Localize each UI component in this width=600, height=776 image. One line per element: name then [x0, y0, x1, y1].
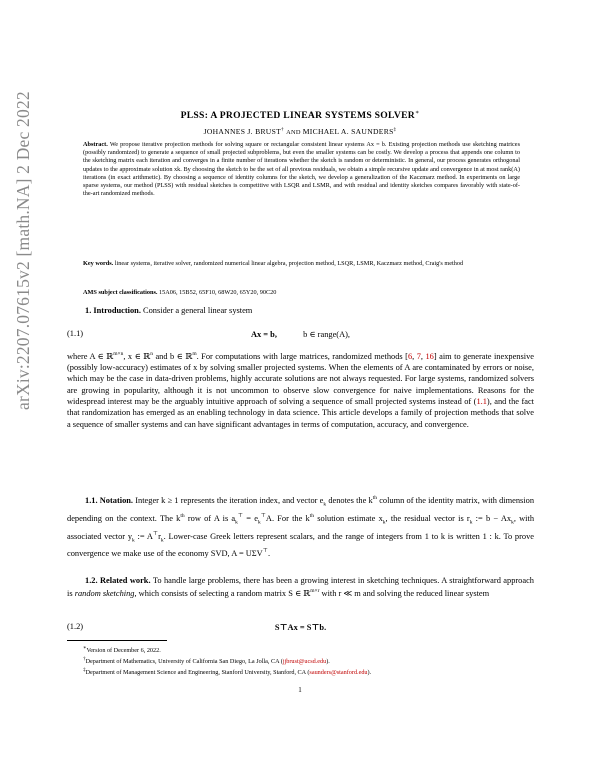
text-run: . For computations with large matrices, randomized methods [	[196, 351, 408, 361]
footnote-text: ).	[326, 658, 330, 666]
text-run: A. For the k	[265, 513, 310, 523]
text-run: denotes the k	[326, 495, 373, 505]
text-run: k	[382, 519, 386, 526]
author-line	[0, 127, 600, 136]
section-1-paragraph: where A ∈ ℝ$^{m\times n}$, x ∈ ℝ$^n$ and b ∈ ℝ$^m$. For computations with large matrices, randomized methods [6, 7, 16] aim to generate inexpensive (possibly low-accuracy) estimates of x by solving smaller projected systems. When the elements of A are contaminated by errors or noise, which may be the case in data-driven problems, highly accurate solutions are not always requested. For large systems, randomized solvers are growing in popularity, although it is not uncommon to observe slow convergence for naive implementations. Reasons for the widespread interest may be the arguably intuitive approach of solving a sequence of small projected systems instead of (1.1), and the fact that randomization has emerged as an enabling technology in data science. This article develops a family of projection methods that solve a sequence of smaller systems and can have significant advantages in terms of computation, accuracy, and convergence.	[67, 351, 534, 429]
text-run: solution estimate x	[314, 513, 383, 523]
text-run: m	[192, 351, 197, 357]
text-run: r	[158, 531, 161, 541]
text-run: m×n	[113, 351, 124, 357]
text-run: k	[235, 519, 238, 526]
text-run: , x ∈ ℝ	[123, 351, 151, 361]
text-run: row of A is a	[184, 513, 236, 523]
abstract-text: We propose iterative projection methods for solving square or rectangular consistent linear systems Ax = b. Existing projection methods use sketching matrices (possibly randomized) to generate a sequence of small projected subproblems, but even the smaller systems can be costly. We develop a process that appends one column to the sketching matrix each iteration and converges in a finite number of iterations whether the sketch is random or deterministic. In general, our process generates orthogonal updates to the approximate solution xk. By choosing the sketch to be the set of all previous residuals, we obtain a simple recursive update and convergence in at most rank(A) iterations (in exact arithmetic). By choosing a sequence of identity columns for the sketch, we develop a generalization of the Kaczmarz method. In experiments on large sparse systems, our method (PLSS) with residual sketches is competitive with LSQR and LSMR, and with residual and identity sketches compares favorably with state-of-the-art randomized methods.	[83, 141, 520, 198]
section-1-1-notation	[67, 493, 534, 559]
text-run: column of the identity matrix, with dimension depending on the context. The k	[67, 495, 535, 523]
text-run: th	[309, 512, 315, 519]
text-run: k	[323, 501, 327, 508]
text-run: where A ∈ ℝ	[67, 351, 114, 361]
equation-1-1-number: (1.1)	[67, 329, 84, 338]
citation-link[interactable]: 16	[425, 351, 434, 361]
email-link[interactable]: jjbrust@ucsd.edu	[282, 658, 327, 666]
footnote-mark: †	[83, 656, 86, 663]
title-text: PLSS: A PROJECTED LINEAR SYSTEMS SOLVER	[180, 110, 416, 122]
text-run: ), and the fact that randomization has emerged as an enabling technology in data science. This article develops a family of projection methods that solve a sequence of smaller systems and can have significant advantages in terms of computation, accuracy, and convergence.	[67, 396, 534, 429]
text-run: th	[372, 495, 377, 501]
equation-ref-link[interactable]: 1.1	[476, 396, 487, 406]
text-run: k	[132, 537, 135, 543]
section-1-1-heading: 1.1. Notation.	[85, 495, 134, 505]
footnote-mark: ∗	[83, 645, 87, 651]
arxiv-watermark: arXiv:2207.07615v2 [math.NA] 2 Dec 2022	[13, 91, 33, 410]
footnote-text: ).	[367, 669, 372, 677]
author-2: MICHAEL A. SAUNDERS	[302, 127, 394, 136]
text-run: k	[511, 519, 514, 526]
text-run: and b ∈ ℝ	[152, 351, 193, 361]
ams-classifications	[83, 289, 520, 297]
footnote-text: Version of December 6, 2022.	[86, 647, 161, 655]
footnote-rule	[67, 640, 167, 641]
text-run: m×r	[310, 588, 320, 595]
text-run: , the residual vector is r	[385, 513, 470, 523]
text-run: To handle large problems, there has been a growing interest in sketching techniques. A straightforward approach is	[67, 576, 534, 599]
text-run: ⊤	[260, 512, 266, 519]
section-1-intro	[67, 305, 534, 316]
text-run: ⊤	[152, 530, 159, 537]
text-run: with r ≪ m and solving the reduced linear system	[319, 589, 490, 599]
text-run: := b − Ax	[472, 513, 512, 523]
authors-and: AND	[286, 129, 303, 136]
footnote-3	[83, 666, 523, 677]
text-run: ⊤	[237, 512, 244, 519]
text-run: := A	[134, 531, 153, 541]
text-run: th	[180, 512, 185, 519]
text-run: ⊤	[262, 548, 268, 555]
footnote-mark: ‡	[83, 667, 86, 674]
section-1-lead: Consider a general linear system	[143, 306, 253, 315]
title-footnote-mark: ∗	[415, 110, 420, 116]
equation-1-2	[67, 622, 534, 634]
text-run: = e	[243, 513, 258, 523]
citation-link[interactable]: 6	[407, 351, 413, 361]
text-run: .	[267, 549, 271, 559]
text-run: k	[257, 519, 261, 526]
keywords-text: linear systems, iterative solver, randomized numerical linear algebra, projection method, LSQR, LSMR, Kaczmarz method, Craig's method	[114, 260, 464, 267]
text-run: Integer k ≥ 1 represents the iteration index, and vector e	[135, 495, 324, 505]
citation-link[interactable]: 7	[416, 351, 421, 361]
footnote-1	[83, 644, 523, 655]
keywords-label: Key words.	[83, 260, 114, 267]
text-run: . Lower-case Greek letters represent scalars, and the range of integers from 1 to k is written 1 : k. To prove convergence we make use of the economy SVD, A = UΣV	[67, 531, 534, 559]
abstract-label: Abstract.	[83, 141, 108, 148]
author-2-mark: ‡	[393, 127, 397, 133]
footnotes	[83, 644, 523, 677]
text-run: k	[469, 519, 473, 526]
ams-label: AMS subject classifications.	[83, 289, 158, 296]
equation-1-2-body: S⊤Ax = S⊤b.	[274, 623, 327, 632]
emphasis: random sketching	[74, 589, 135, 599]
equation-1-1-right: b ∈ range(A),	[303, 330, 351, 339]
ams-text: 15A06, 15B52, 65F10, 68W20, 65Y20, 90C20	[159, 289, 277, 296]
text-run: k	[160, 537, 164, 543]
text-run: n	[150, 351, 153, 357]
equation-1-1-left: Ax = b,	[250, 330, 277, 339]
footnote-text: Department of Mathematics, University of California San Diego, La Jolla, CA (	[85, 658, 283, 666]
section-1-2-related-work	[67, 575, 534, 599]
keywords	[83, 260, 520, 268]
text-run: , with associated vector y	[67, 513, 535, 541]
equation-1-2-number: (1.2)	[67, 622, 84, 631]
text-run: ] aim to generate inexpensive (possibly low-accuracy) estimates of x by solving smaller projected systems. When the elements of A are contaminated by errors or noise, which may be the case in data-driven problems, highly accurate solutions are not always requested. For large systems, randomized solvers are growing in popularity, although it is not uncommon to observe slow convergence for naive implementations. Reasons for the widespread interest may be the arguably intuitive approach of solving a sequence of small projected systems instead of (	[67, 351, 534, 406]
author-1: JOHANNES J. BRUST	[203, 127, 282, 136]
section-1-heading: 1. Introduction.	[85, 306, 141, 315]
paper-title	[0, 109, 600, 121]
text-run: , which consists of selecting a random matrix S ∈ ℝ	[134, 589, 311, 599]
section-1-2-heading: 1.2. Related work.	[85, 576, 151, 585]
footnote-text: Department of Management Science and Engineering, Stanford University, Stanford, CA (	[85, 669, 310, 677]
email-link[interactable]: saunders@stanford.edu	[309, 669, 368, 677]
equation-1-1	[67, 329, 534, 341]
author-1-mark: †	[281, 127, 284, 133]
footnote-2	[83, 655, 523, 666]
abstract	[83, 141, 520, 198]
page-number: 1	[298, 686, 302, 694]
